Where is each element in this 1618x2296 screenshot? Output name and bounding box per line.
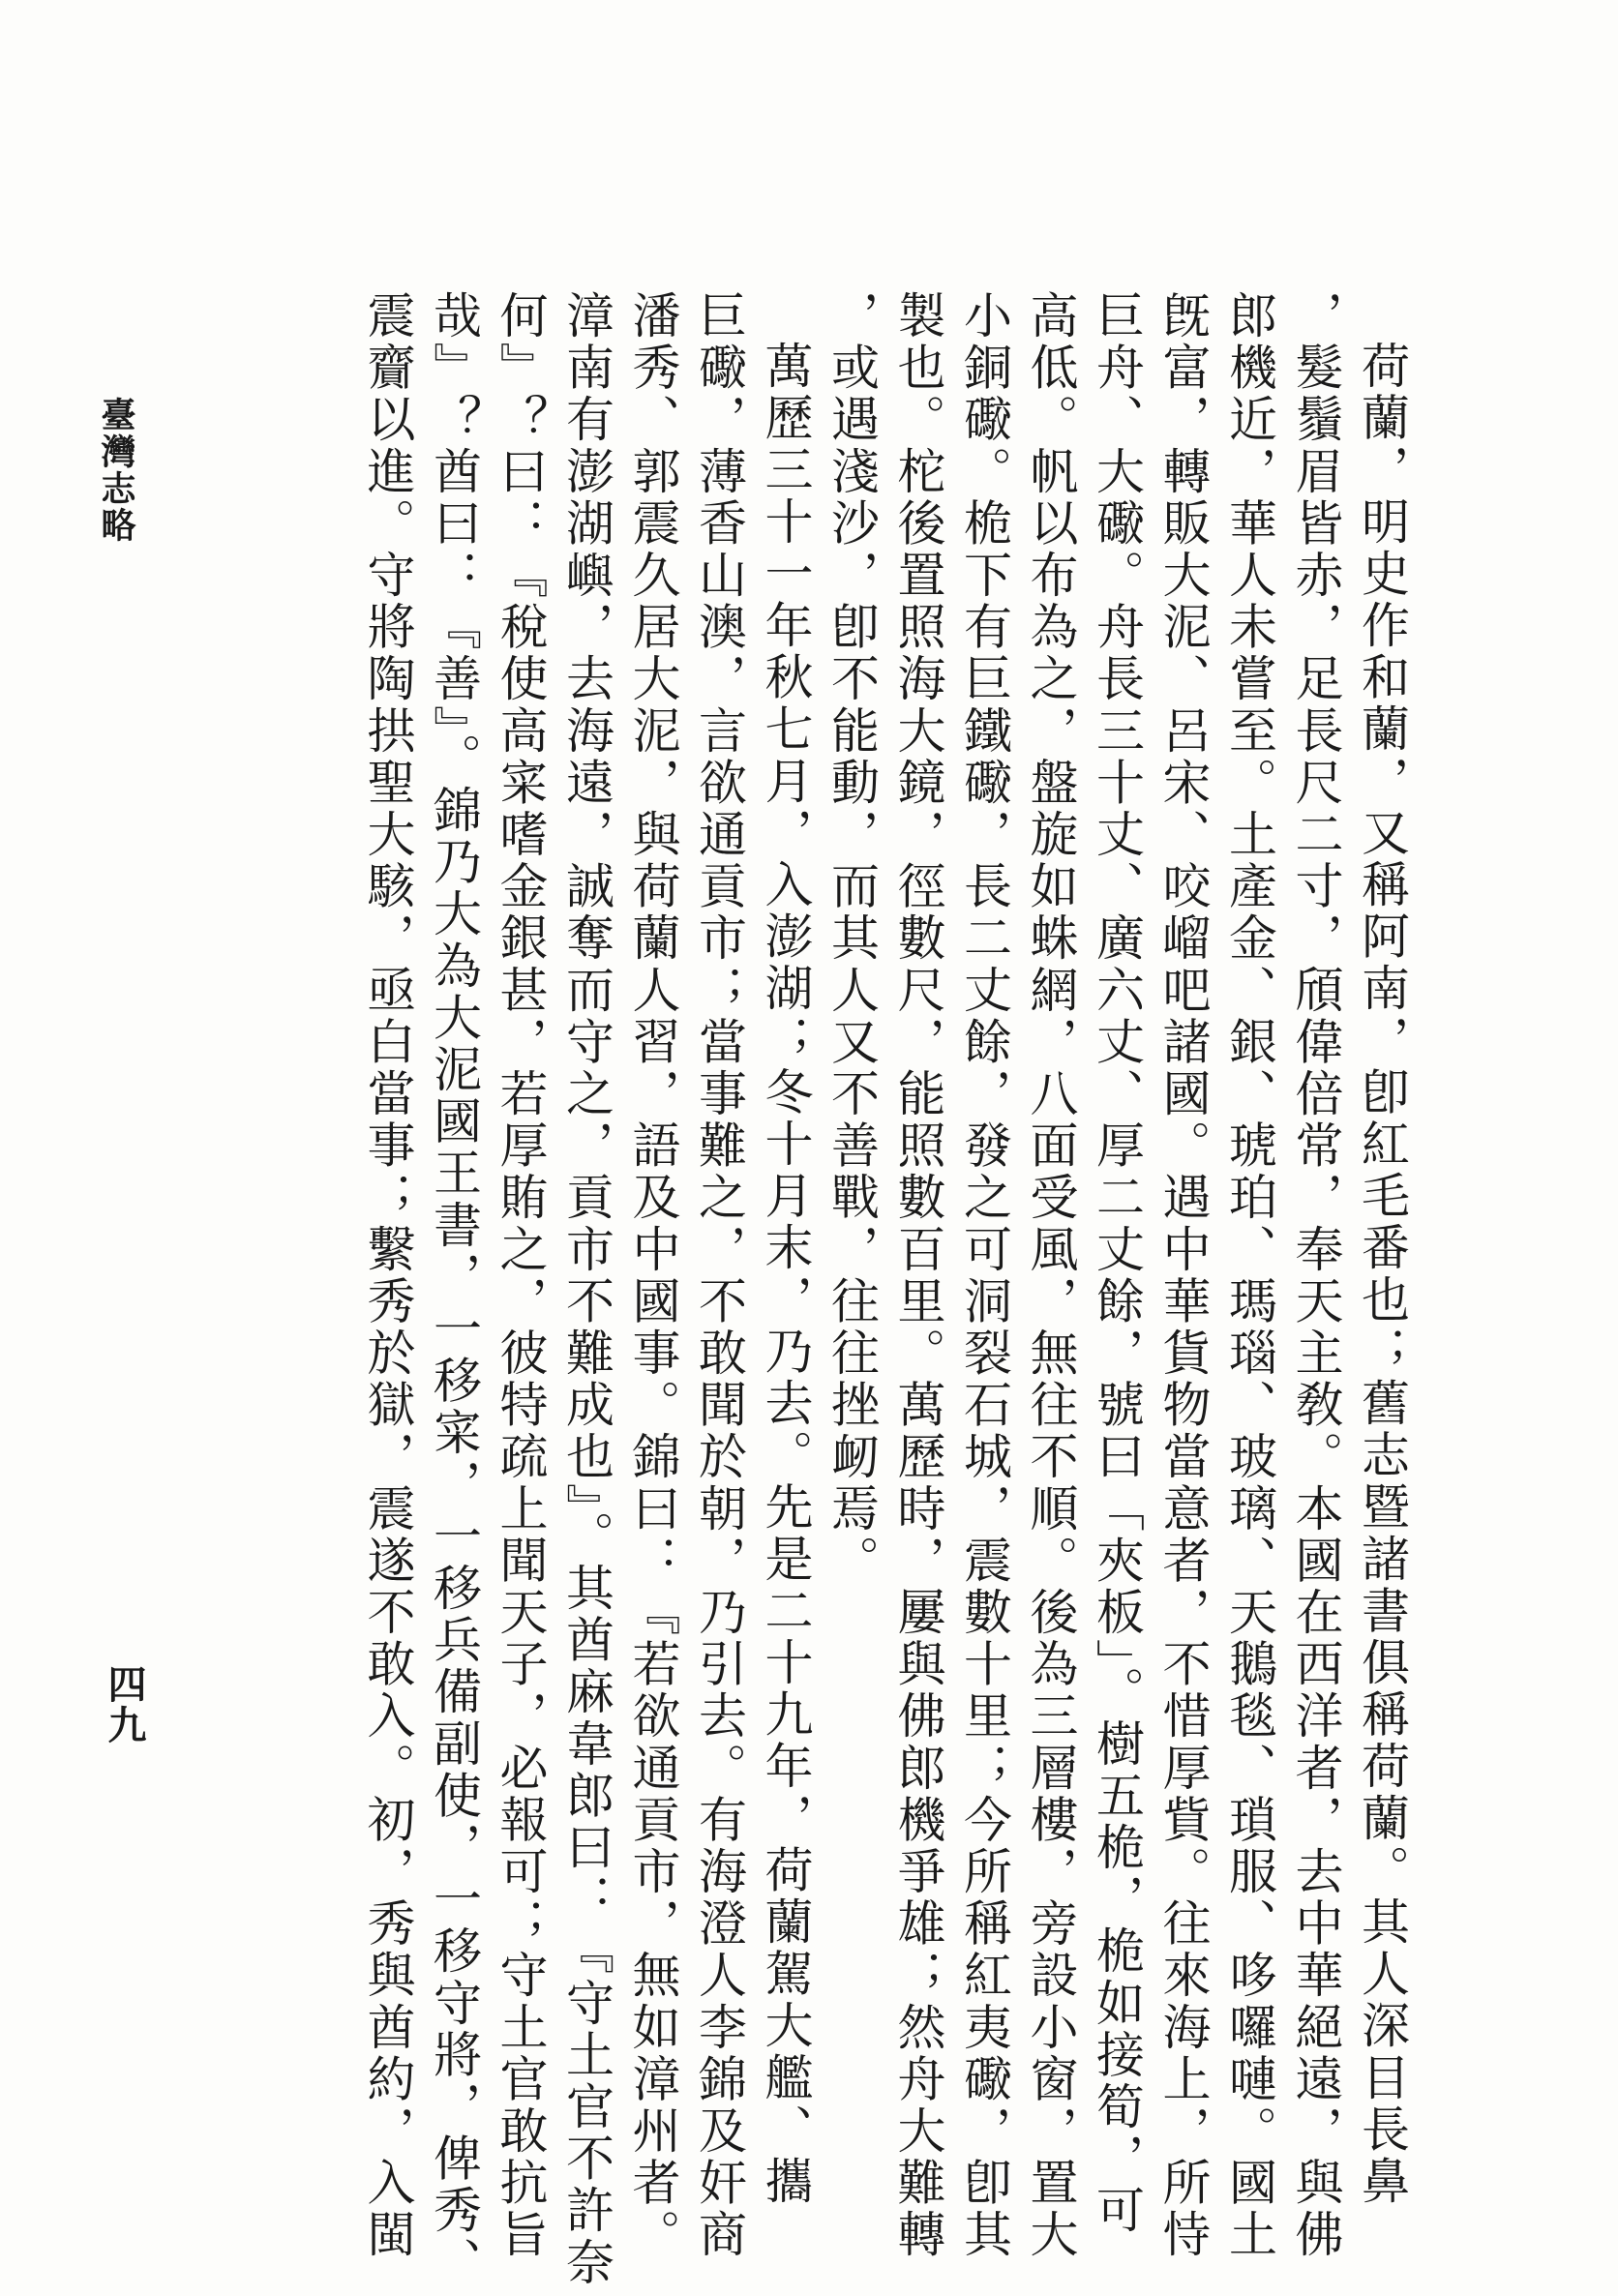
text-column: 巨礮，薄香山澳，言欲通貢市；當事難之，不敢聞於朝，乃引去。有海澄人李錦及奸商 <box>691 290 747 2261</box>
text-column: 巨舟、大礮。舟長三十丈、廣六丈、厚二丈餘，號曰「夾板」。樹五桅，桅如接筍，可 <box>1089 290 1145 2237</box>
text-column: 何』？曰：『稅使高寀嗜金銀甚，若厚賄之，彼特疏上聞天子，必報可；守土官敢抗旨 <box>492 290 549 2261</box>
page-number: 四九 <box>102 1664 147 1745</box>
text-column: 萬歷三十一年秋七月，入澎湖；冬十月末，乃去。先是二十九年，荷蘭駕大艦、攜 <box>757 341 814 2208</box>
text-column: 小銅礮。桅下有巨鐵礮，長二丈餘，發之可洞裂石城，震數十里；今所稱紅夷礮，卽其 <box>956 290 1012 2261</box>
text-column: 荷蘭，明史作和蘭，又稱阿南，卽紅毛番也；舊志暨諸書俱稱荷蘭。其人深目長鼻 <box>1354 341 1410 2208</box>
text-column: 製也。柁後置照海大鏡，徑數尺，能照數百里。萬歷時，屢與佛郎機爭雄；然舟大難轉 <box>889 290 946 2261</box>
running-title: 臺灣志略 <box>96 397 136 544</box>
text-column: 郎機近，華人未嘗至。土產金、銀、琥珀、瑪瑙、玻璃、天鵝毯、瑣服、哆囉嗹。國土 <box>1221 290 1277 2261</box>
text-column: ，髮鬚眉皆赤，足長尺二寸，頎偉倍常，奉天主敎。本國在西洋者，去中華絕遠，與佛 <box>1287 290 1344 2261</box>
text-column: ，或遇淺沙，卽不能動，而其人又不善戰，往往挫衂焉。 <box>824 290 880 1587</box>
text-column: 高低。帆以布為之，盤旋如蛛網，八面受風，無往不順。後為三層樓，旁設小窗，置大 <box>1022 290 1079 2261</box>
text-column: 哉』？酋曰：『善』。錦乃大為大泥國王書，一移寀，一移兵備副使，一移守將，俾秀、 <box>426 290 482 2289</box>
text-column: 潘秀、郭震久居大泥，與荷蘭人習，語及中國事。錦曰：『若欲通貢市，無如漳州者。 <box>624 290 681 2261</box>
text-column: 震齎以進。守將陶拱聖大駭，亟白當事；繫秀於獄，震遂不敢入。初，秀與酋約，入閩 <box>359 290 416 2261</box>
text-column: 旣富，轉販大泥、呂宋、咬嵧吧諸國。遇中華貨物當意者，不惜厚貲。往來海上，所恃 <box>1154 290 1212 2261</box>
body-text <box>354 290 1415 2289</box>
text-column: 漳南有澎湖嶼，去海遠，誠奪而守之，貢市不難成也』。其酋麻韋郎曰：『守土官不許奈 <box>558 290 614 2289</box>
